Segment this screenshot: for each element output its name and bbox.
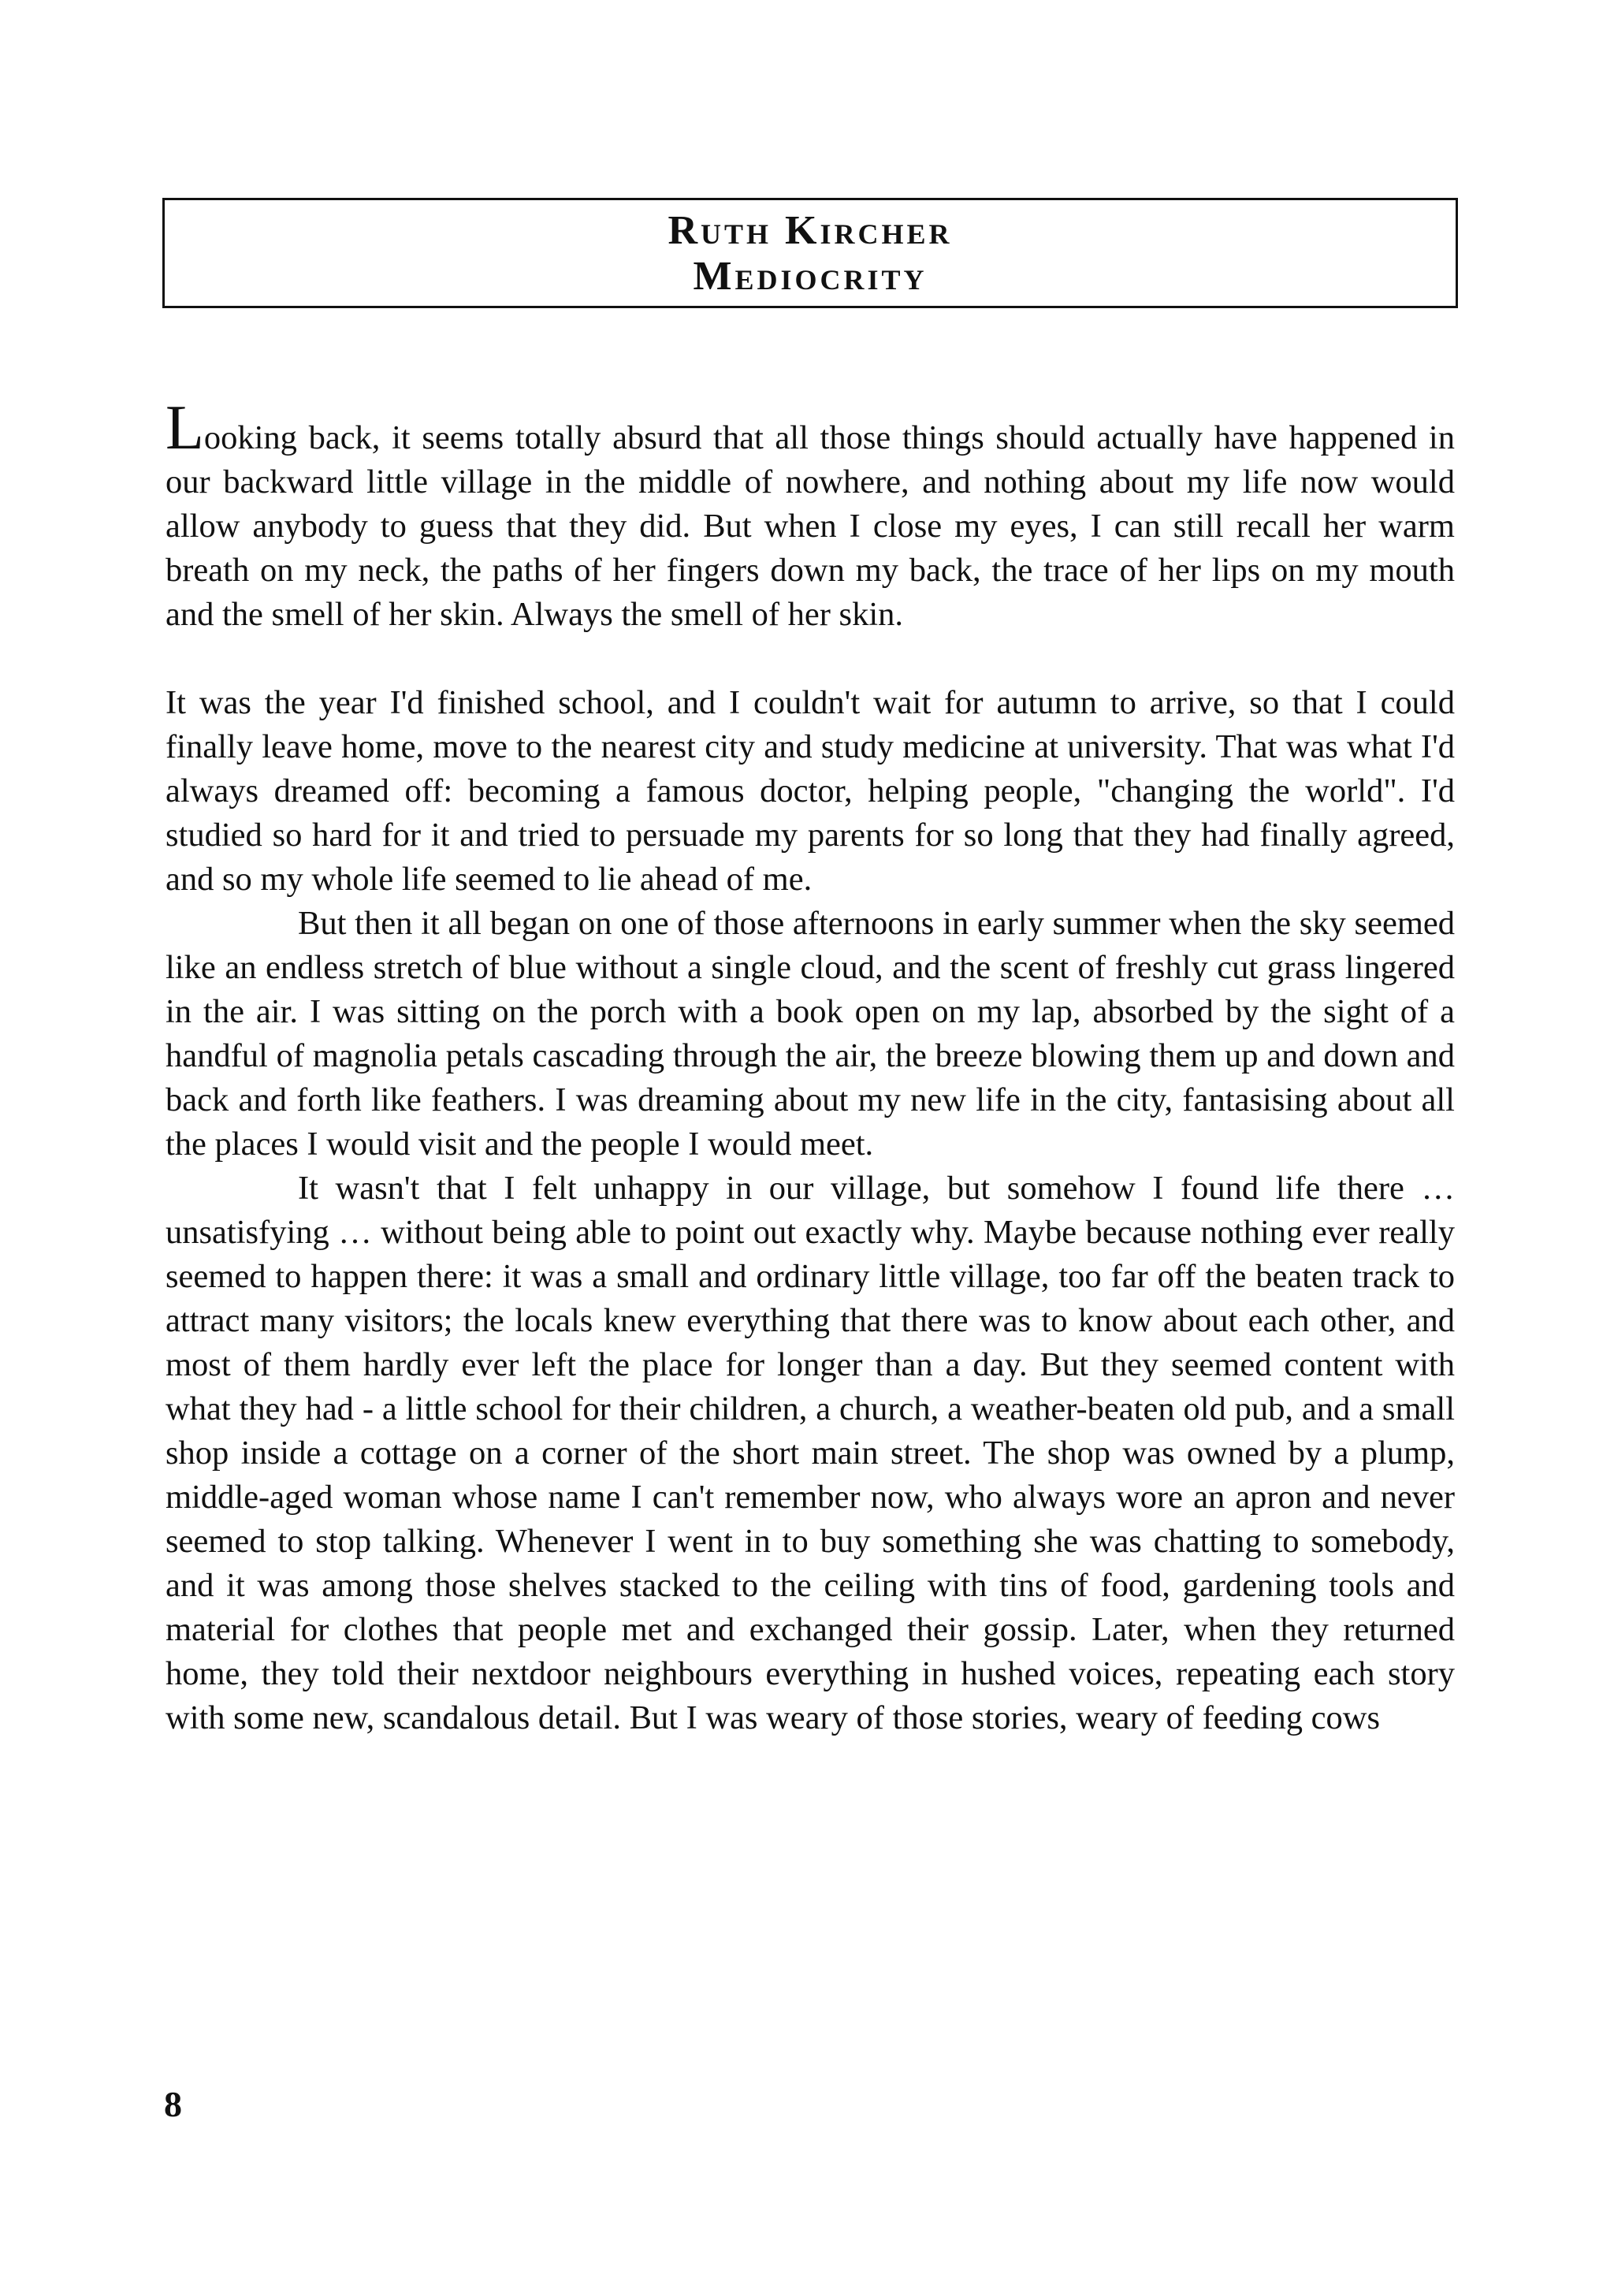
story-title: Mediocrity	[693, 254, 928, 299]
page-number: 8	[164, 2084, 182, 2124]
paragraph-1	[165, 393, 1455, 637]
paragraph-2: It was the year I'd finished school, and I couldn't wait for autumn to arrive, so that I could finally leave home, move to the nearest city and study medicine at university. That was what I'd always dreamed off: becoming a famous doctor, helping people, "changing the world". I'd studied so hard for it and tried to persuade my parents for so long that they had finally agreed, and so my whole life seemed to lie ahead of me.	[165, 684, 1455, 898]
story-body	[165, 393, 1455, 1740]
paragraph-3: But then it all began on one of those afternoons in early summer when the sky seemed like an endless stretch of blue without a single cloud, and the scent of freshly cut grass lingered in the air. I was sitting on the porch with a book open on my lap, absorbed by the sight of a handful of magnolia petals cascading through the air, the breeze blowing them up and down and back and forth like feathers. I was dreaming about my new life in the city, fantasising about all the places I would visit and the people I would meet.	[165, 905, 1455, 1163]
drop-cap: L	[165, 393, 204, 463]
paragraph-1-text: ooking back, it seems totally absurd that all those things should actually have happened in our backward little village in the middle of nowhere, and nothing about my life now would allow anybody to guess that they did. But when I close my eyes, I can still recall her warm breath on my neck, the paths of her fingers down my back, the trace of her lips on my mouth and the smell of her skin. Always the smell of her skin.	[165, 419, 1455, 633]
title-box	[162, 198, 1458, 308]
paragraph-4: It wasn't that I felt unhappy in our village, but somehow I found life there … unsatisfying … without being able to point out exactly why. Maybe because nothing ever really seemed to happen there: it was a small and ordinary little village, too far off the beaten track to attract many visitors; the locals knew everything that there was to know about each other, and most of them hardly ever left the place for longer than a day. But they seemed content with what they had - a little school for their children, a church, a weather-beaten old pub, and a small shop inside a cottage on a corner of the short main street. The shop was owned by a plump, middle-aged woman whose name I can't remember now, who always wore an apron and never seemed to stop talking. Whenever I went in to buy something she was chatting to somebody, and it was among those shelves stacked to the ceiling with tins of food, gardening tools and material for clothes that people met and exchanged their gossip. Later, when they returned home, they told their nextdoor neighbours everything in hushed voices, repeating each story with some new, scandalous detail. But I was weary of those stories, weary of feeding cows	[165, 1170, 1455, 1736]
author-name: Ruth Kircher	[668, 208, 953, 253]
